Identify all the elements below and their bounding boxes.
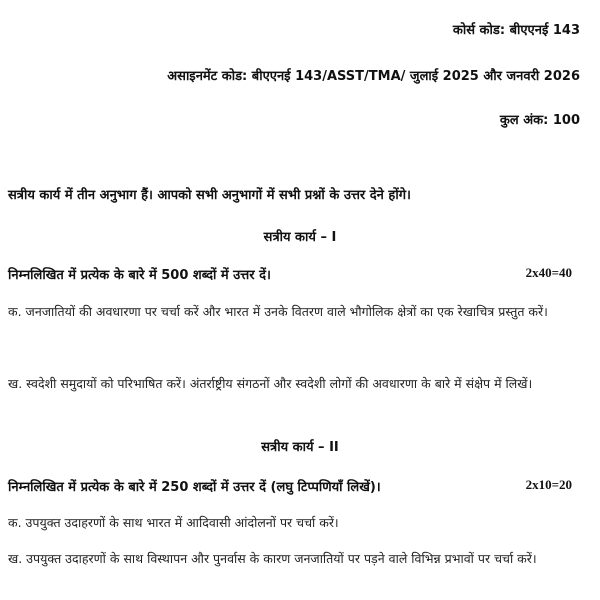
section-1-question-a: क. जनजातियों की अवधारणा पर चर्चा करें और भारत में उनके वितरण वाले भौगोलिक क्षेत्रों का एक रेखाचित्र प्रस्तुत करें। [8, 304, 548, 319]
section-1-title: सत्रीय कार्य – I [263, 230, 337, 245]
total-marks: कुल अंक: 100 [499, 113, 580, 128]
assignment-code: असाइनमेंट कोड: बीएएनई 143/ASST/TMA/ जुलाई 2025 और जनवरी 2026 [167, 69, 580, 84]
intro-instruction: सत्रीय कार्य में तीन अनुभाग हैं। आपको सभी अनुभागों में सभी प्रश्नों के उत्तर देने होंगे। [8, 188, 411, 203]
course-code: कोर्स कोड: बीएएनई 143 [452, 23, 580, 38]
section-1-instruction: निम्नलिखित में प्रत्येक के बारे में 500 शब्दों में उत्तर दें। [8, 268, 271, 283]
section-2-title: सत्रीय कार्य – II [261, 440, 339, 455]
section-2-question-b: ख. उपयुक्त उदाहरणों के साथ विस्थापन और पुनर्वास के कारण जनजातियों पर पड़ने वाले विभिन्न प्रभावों पर चर्चा करें। [8, 551, 537, 566]
section-2-question-a: क. उपयुक्त उदाहरणों के साथ भारत में आदिवासी आंदोलनों पर चर्चा करें। [8, 515, 339, 530]
section-2-instruction: निम्नलिखित में प्रत्येक के बारे में 250 शब्दों में उत्तर दें (लघु टिप्पणियाँ लिखें)। [8, 480, 381, 495]
section-1-question-b: ख. स्वदेशी समुदायों को परिभाषित करें। अंतर्राष्ट्रीय संगठनों और स्वदेशी लोगों की अवधारणा के बारे में संक्षेप में लिखें। [8, 376, 533, 391]
section-1-marks: 2x40=40 [525, 265, 572, 280]
section-2-marks: 2x10=20 [525, 477, 572, 492]
